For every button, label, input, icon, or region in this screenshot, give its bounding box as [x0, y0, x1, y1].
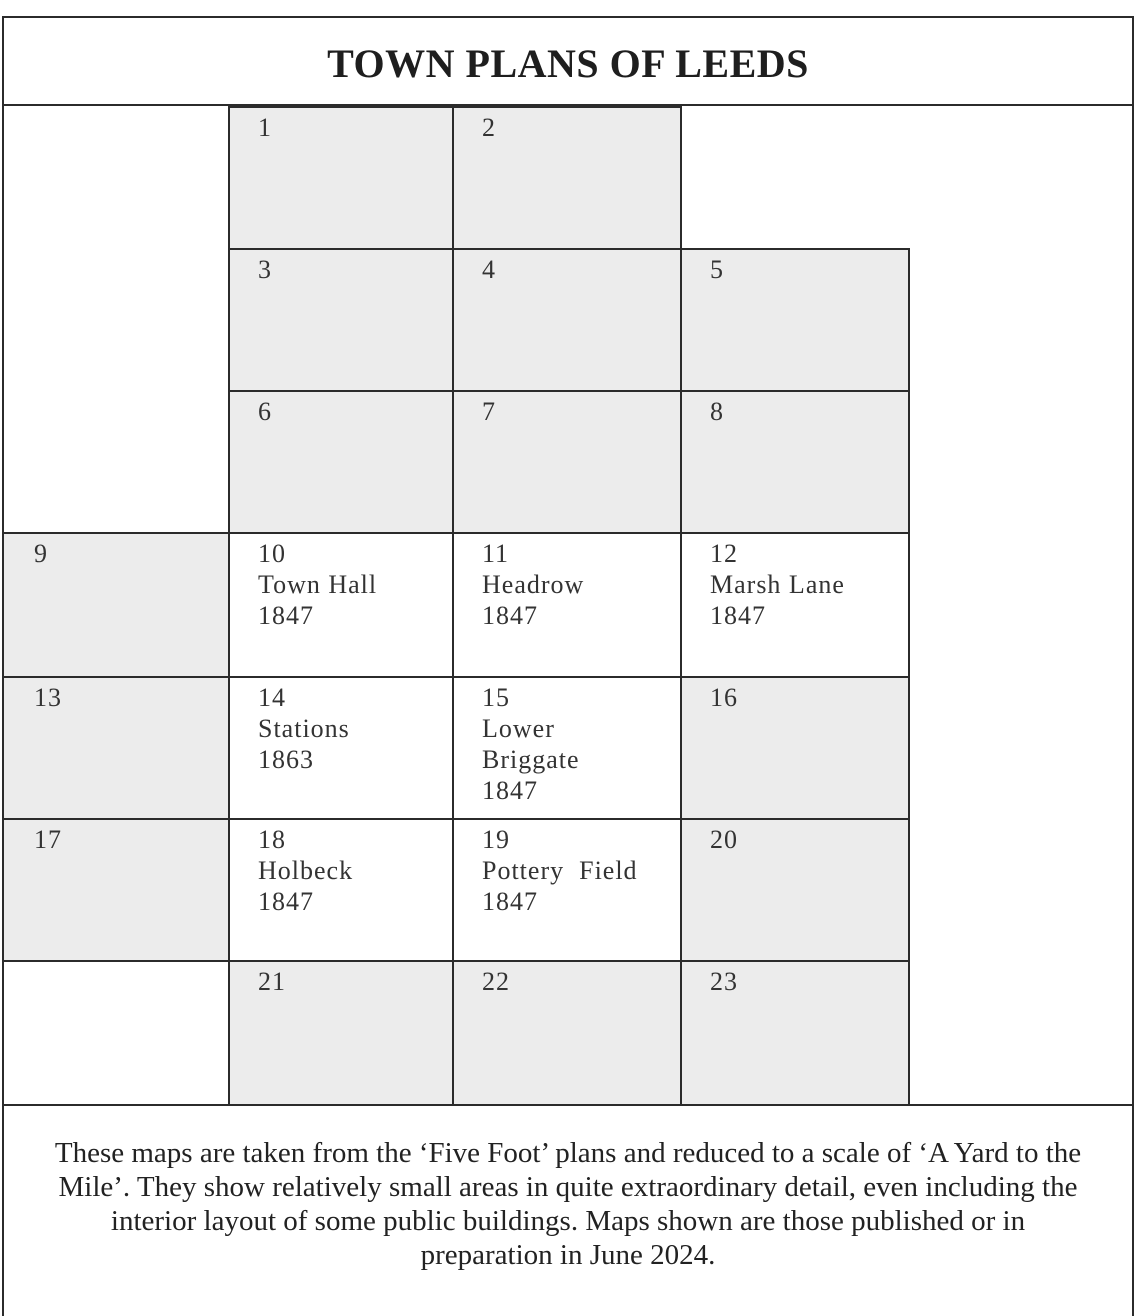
- sheet-2: [452, 106, 682, 250]
- sheet-year: 1847: [258, 887, 314, 916]
- sheet-year: 1847: [710, 601, 766, 630]
- sheet-18: [228, 818, 454, 962]
- sheet-22: [452, 960, 682, 1106]
- sheet-number: 3: [258, 255, 272, 284]
- sheet-number: 19: [482, 825, 510, 854]
- sheet-number: 9: [34, 539, 48, 568]
- sheet-number: 22: [482, 967, 510, 996]
- sheet-number: 12: [710, 539, 738, 568]
- sheet-name: Briggate: [482, 745, 580, 774]
- sheet-number: 6: [258, 397, 272, 426]
- sheet-9: [2, 532, 230, 678]
- sheet-number: 20: [710, 825, 738, 854]
- sheet-4: [452, 248, 682, 392]
- sheet-number: 11: [482, 539, 510, 568]
- sheet-number: 4: [482, 255, 496, 284]
- sheet-year: 1863: [258, 745, 314, 774]
- sheet-number: 7: [482, 397, 496, 426]
- sheet-3: [228, 248, 454, 392]
- sheet-year: 1847: [482, 601, 538, 630]
- sheet-number: 10: [258, 539, 286, 568]
- sheet-number: 23: [710, 967, 738, 996]
- sheet-7: [452, 390, 682, 534]
- sheet-5: [680, 248, 910, 392]
- sheet-name: Holbeck: [258, 856, 354, 885]
- footer: [2, 1104, 1134, 1302]
- sheet-number: 13: [34, 683, 62, 712]
- sheet-number: 2: [482, 113, 496, 142]
- sheet-name: Stations: [258, 714, 350, 743]
- sheet-year: 1847: [258, 601, 314, 630]
- sheet-number: 15: [482, 683, 510, 712]
- sheet-6: [228, 390, 454, 534]
- sheet-number: 8: [710, 397, 724, 426]
- sheet-16: [680, 676, 910, 820]
- sheet-11: [452, 532, 682, 678]
- sheet-20: [680, 818, 910, 962]
- sheet-number: 18: [258, 825, 286, 854]
- sheet-name: Town Hall: [258, 570, 378, 599]
- sheet-number: 14: [258, 683, 286, 712]
- sheet-number: 5: [710, 255, 724, 284]
- sheet-number: 21: [258, 967, 286, 996]
- sheet-17: [2, 818, 230, 962]
- sheet-number: 1: [258, 113, 272, 142]
- sheet-12: [680, 532, 910, 678]
- sheet-8: [680, 390, 910, 534]
- sheet-10: [228, 532, 454, 678]
- sheet-21: [228, 960, 454, 1106]
- sheet-1: [228, 106, 454, 250]
- footer-description: These maps are taken from the ‘Five Foot’ plans and reduced to a scale of ‘A Yard to the Mile’. They show relatively small areas in quite extraordinary detail, even including the interior layout of some public buildings. Maps shown are those published or in preparation in June 2024.: [54, 1137, 1082, 1271]
- sheet-number: 16: [710, 683, 738, 712]
- sheet-name: Lower: [482, 714, 555, 743]
- page-title: TOWN PLANS OF LEEDS: [327, 40, 809, 86]
- sheet-name: Marsh Lane: [710, 570, 845, 599]
- sheet-name: Pottery Field: [482, 856, 638, 885]
- sheet-year: 1847: [482, 887, 538, 916]
- sheet-13: [2, 676, 230, 820]
- sheet-year: 1847: [482, 776, 538, 805]
- sheet-15: [452, 676, 682, 820]
- sheet-number: 17: [34, 825, 62, 854]
- sheet-name: Headrow: [482, 570, 585, 599]
- sheet-14: [228, 676, 454, 820]
- sheet-23: [680, 960, 910, 1106]
- sheet-19: [452, 818, 682, 962]
